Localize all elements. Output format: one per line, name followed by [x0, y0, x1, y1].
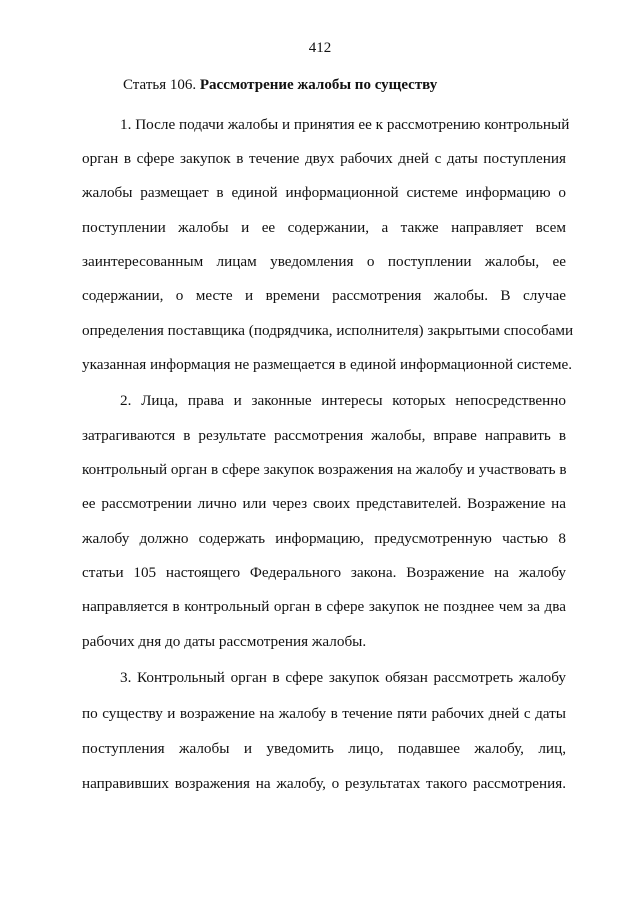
article-title: Рассмотрение жалобы по существу: [199, 77, 438, 93]
article-heading: [123, 77, 437, 94]
text-line: определения поставщика (подрядчика, исполнителя) закрытыми способами: [82, 322, 574, 339]
text-line: 2. Лица, права и законные интересы которых непосредственно: [120, 392, 566, 409]
text-line: по существу и возражение на жалобу в течение пяти рабочих дней с даты: [82, 705, 566, 722]
text-line: заинтересованным лицам уведомления о поступлении жалобы, ее: [82, 253, 566, 270]
text-line: 3. Контрольный орган в сфере закупок обязан рассмотреть жалобу: [120, 669, 566, 686]
page-number: 412: [308, 40, 332, 56]
text-line: содержании, о месте и времени рассмотрения жалобы. В случае: [82, 287, 566, 304]
text-line: рабочих дня до даты рассмотрения жалобы.: [82, 633, 367, 650]
text-line: направляется в контрольный орган в сфере закупок не позднее чем за два: [82, 598, 566, 615]
text-line: затрагиваются в результате рассмотрения жалобы, вправе направить в: [82, 427, 566, 444]
text-line: ее рассмотрении лично или через своих представителей. Возражение на: [82, 495, 566, 512]
text-line: орган в сфере закупок в течение двух рабочих дней с даты поступления: [82, 150, 566, 167]
text-line: поступлении жалобы и ее содержании, а также направляет всем: [82, 219, 566, 236]
text-line: жалобы размещает в единой информационной системе информацию о: [82, 184, 566, 201]
text-line: контрольный орган в сфере закупок возражения на жалобу и участвовать в: [82, 461, 567, 478]
article-label: Статья 106.: [123, 77, 197, 93]
text-line: направивших возражения на жалобу, о результатах такого рассмотрения.: [82, 775, 566, 792]
text-line: 1. После подачи жалобы и принятия ее к рассмотрению контрольный: [120, 116, 570, 133]
text-line: указанная информация не размещается в единой информационной системе.: [82, 356, 573, 373]
text-line: поступления жалобы и уведомить лицо, подавшее жалобу, лиц,: [82, 740, 566, 757]
text-line: статьи 105 настоящего Федерального закона. Возражение на жалобу: [82, 564, 566, 581]
text-line: жалобу должно содержать информацию, предусмотренную частью 8: [82, 530, 566, 547]
